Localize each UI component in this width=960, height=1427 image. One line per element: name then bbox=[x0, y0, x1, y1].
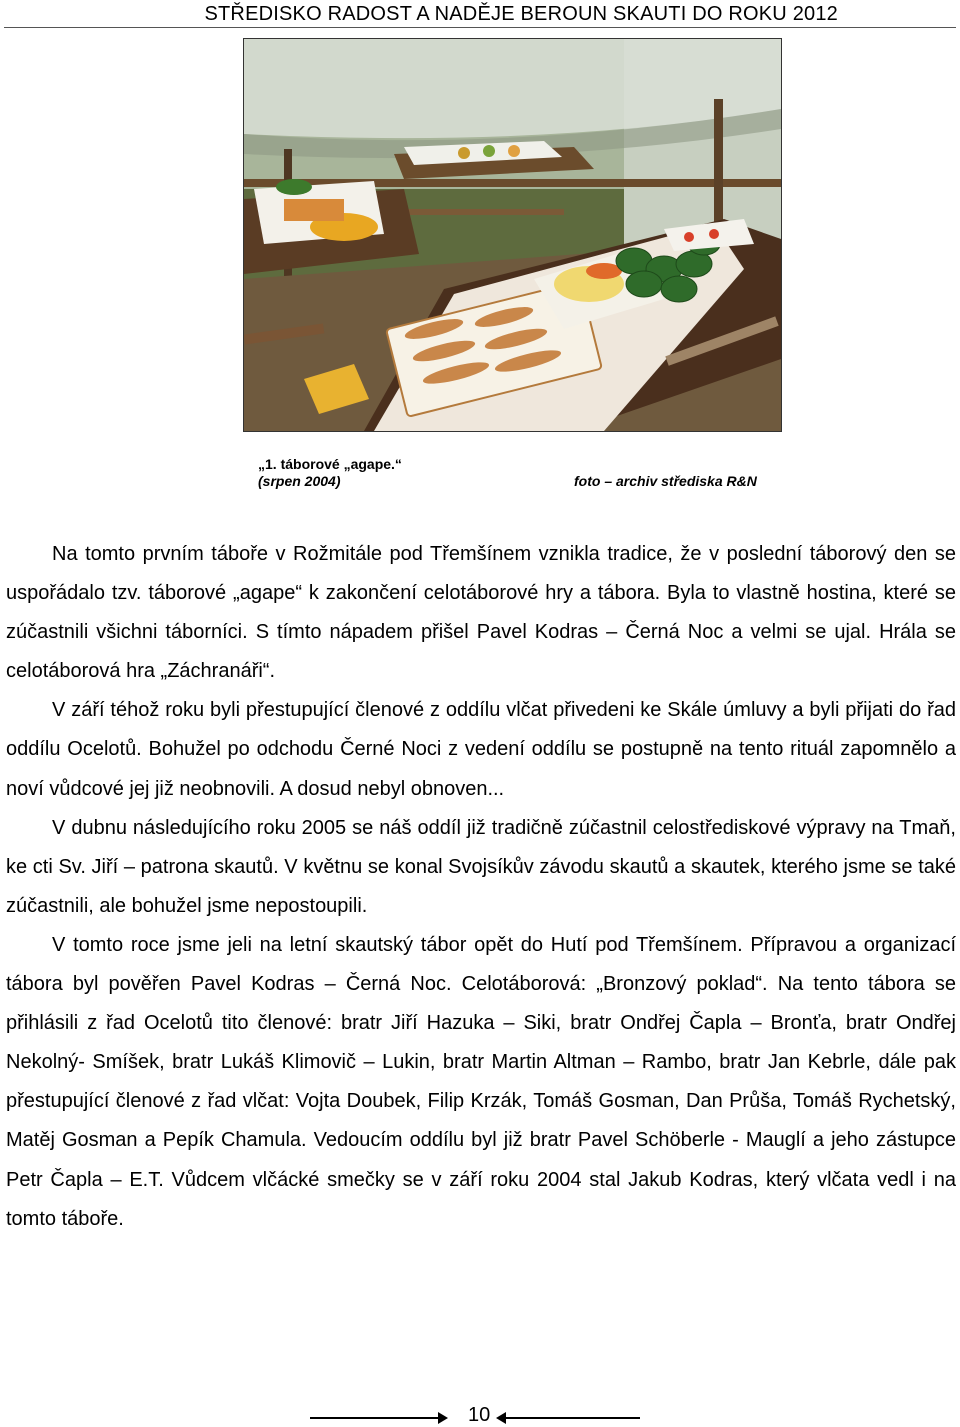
photo-caption bbox=[258, 455, 778, 489]
footer-arrow-left-line bbox=[310, 1417, 440, 1419]
paragraph: Na tomto prvním táboře v Rožmitále pod Třemšínem vznikla tradice, že v poslední táborový den se uspořádalo tzv. táborové „agape“ k zakončení celotáborové hry a tábora. Byla to vlastně hostina, které se zúčastnili všichni táborníci. S tímto nápadem přišel Pavel Kodras – Černá Noc a velmi se ujal. Hrála se celotáborová hra „Záchranáři“. bbox=[6, 543, 956, 683]
photo-illustration bbox=[244, 39, 781, 431]
page-number: 10 bbox=[468, 1404, 491, 1426]
footer-arrow-left-icon bbox=[496, 1412, 506, 1424]
paragraph: V tomto roce jsme jeli na letní skautský tábor opět do Hutí pod Třemšínem. Přípravou a organizací tábora byl pověřen Pavel Kodras – Černá Noc. Celotáborová: „Bronzový poklad“. Na tento tábora se přihlásili z řad Ocelotů tito členové: bratr Jiří Hazuka – Siki, bratr Ondřej Čapla – Bronťa, bratr Ondřej Nekolný- Smíšek, bratr Lukáš Klimovič – Lukin, bratr Martin Altman – Rambo, bratr Jan Kebrle, dále pak přestupující členové z řad vlčat: Vojta Doubek, Filip Krzák, Tomáš Gosman, Dan Průša, Tomáš Rychetský, Matěj Gosman a Pepík Chamula. Vedoucím oddílu byl již bratr Pavel Schöberle - Mauglí a jeho zástupce Petr Čapla – E.T. Vůdcem vlčácké smečky se v září roku 2004 stal Jakub Kodras, který vlčata vedl i na tomto táboře. bbox=[6, 933, 956, 1230]
article-body bbox=[6, 535, 956, 1239]
caption-credit: foto – archiv střediska R&N bbox=[574, 473, 757, 489]
caption-title: „1. táborové „agape.“ bbox=[258, 456, 402, 472]
footer-arrow-right-line bbox=[506, 1417, 640, 1419]
paragraph: V září téhož roku byli přestupující členové z oddílu vlčat přivedeni ke Skále úmluvy a byli přijati do řad oddílu Ocelotů. Bohužel po odchodu Černé Noci z vedení oddílu se postupně na tento rituál zapomnělo a noví vůdcové jej již neobnovili. A dosud nebyl obnoven... bbox=[6, 699, 956, 800]
footer-arrow-right-icon bbox=[438, 1412, 448, 1424]
header-title: STŘEDISKO RADOST A NADĚJE BEROUN SKAUTI DO ROKU 2012 bbox=[204, 3, 838, 25]
page-footer bbox=[0, 1400, 960, 1424]
page-header bbox=[0, 0, 960, 28]
camp-feast-photo bbox=[243, 38, 782, 432]
paragraph: V dubnu následujícího roku 2005 se náš oddíl již tradičně zúčastnil celostřediskové výpravy na Tmaň, ke cti Sv. Jiří – patrona skautů. V květnu se konal Svojsíkův závodu skautů a skautek, kterého jsme se také zúčastnili, ale bohužel jsme nepostoupili. bbox=[6, 816, 956, 917]
caption-date: (srpen 2004) bbox=[258, 473, 341, 489]
header-rule bbox=[4, 27, 956, 28]
